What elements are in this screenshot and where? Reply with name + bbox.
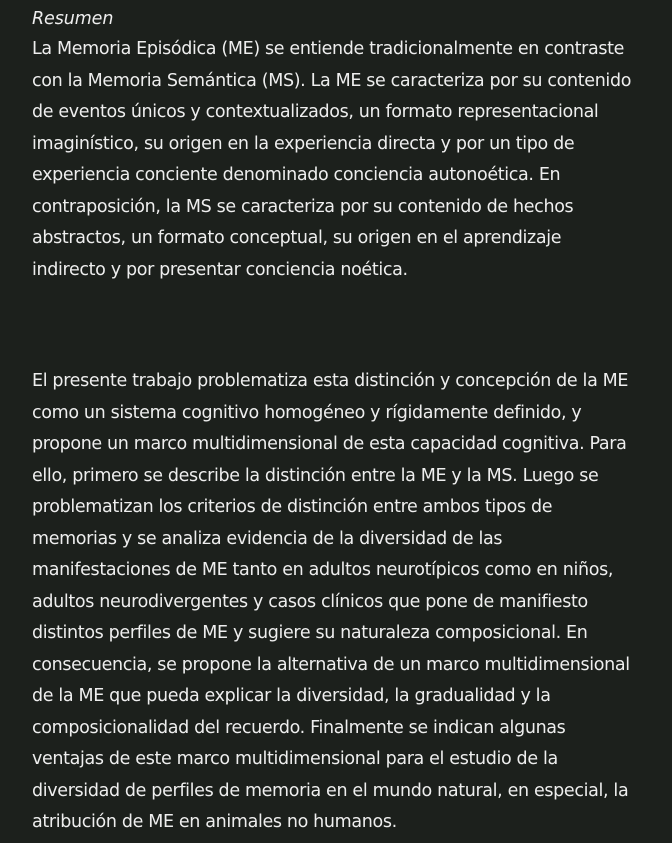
paragraph-line: distintos perfiles de ME y sugiere su naturaleza composicional. En (32, 623, 588, 643)
paragraph-line: de eventos únicos y contextualizados, un formato representacional (32, 102, 599, 122)
paragraph-line: problematizan los criterios de distinción entre ambos tipos de (32, 497, 553, 517)
paragraph-line: experiencia conciente denominado conciencia autonoética. En (32, 165, 561, 185)
abstract-paragraph-1 (32, 34, 672, 286)
paragraph-line: memorias y se analiza evidencia de la diversidad de las (32, 528, 503, 549)
paragraph-line: atribución de ME en animales no humanos. (32, 812, 397, 832)
paragraph-line: La Memoria Episódica (ME) se entiende tradicionalmente en contraste (32, 39, 625, 59)
paragraph-line: ventajas de este marco multidimensional para el estudio de la (32, 749, 558, 769)
abstract-heading: Resumen (32, 9, 114, 29)
paragraph-line: composicionalidad del recuerdo. Finalmente se indican algunas (32, 717, 566, 738)
paragraph-line: como un sistema cognitivo homogéneo y rígidamente definido, y (32, 402, 582, 423)
paragraph-line: propone un marco multidimensional de esta capacidad cognitiva. Para (32, 434, 627, 454)
abstract-paragraph-2 (32, 366, 672, 839)
paragraph-line: imaginístico, su origen en la experiencia directa y por un tipo de (32, 133, 575, 154)
paragraph-line: indirecto y por presentar conciencia noética. (32, 259, 408, 280)
paragraph-line: consecuencia, se propone la alternativa de un marco multidimensional (32, 654, 630, 675)
paragraph-line: adultos neurodivergentes y casos clínicos que pone de manifiesto (32, 591, 588, 612)
paragraph-line: diversidad de perfiles de memoria en el mundo natural, en especial, la (32, 780, 629, 801)
paragraph-line: abstractos, un formato conceptual, su origen en el aprendizaje (32, 228, 562, 248)
paragraph-line: ello, primero se describe la distinción entre la ME y la MS. Luego se (32, 465, 599, 486)
paragraph-line: con la Memoria Semántica (MS). La ME se caracteriza por su contenido (32, 70, 632, 91)
paragraph-line: contraposición, la MS se caracteriza por su contenido de hechos (32, 196, 574, 217)
paragraph-line: de la ME que pueda explicar la diversidad, la gradualidad y la (32, 686, 551, 706)
paragraph-line: El presente trabajo problematiza esta distinción y concepción de la ME (32, 371, 629, 391)
paragraph-line: manifestaciones de ME tanto en adultos neurotípicos como en niños, (32, 560, 614, 580)
